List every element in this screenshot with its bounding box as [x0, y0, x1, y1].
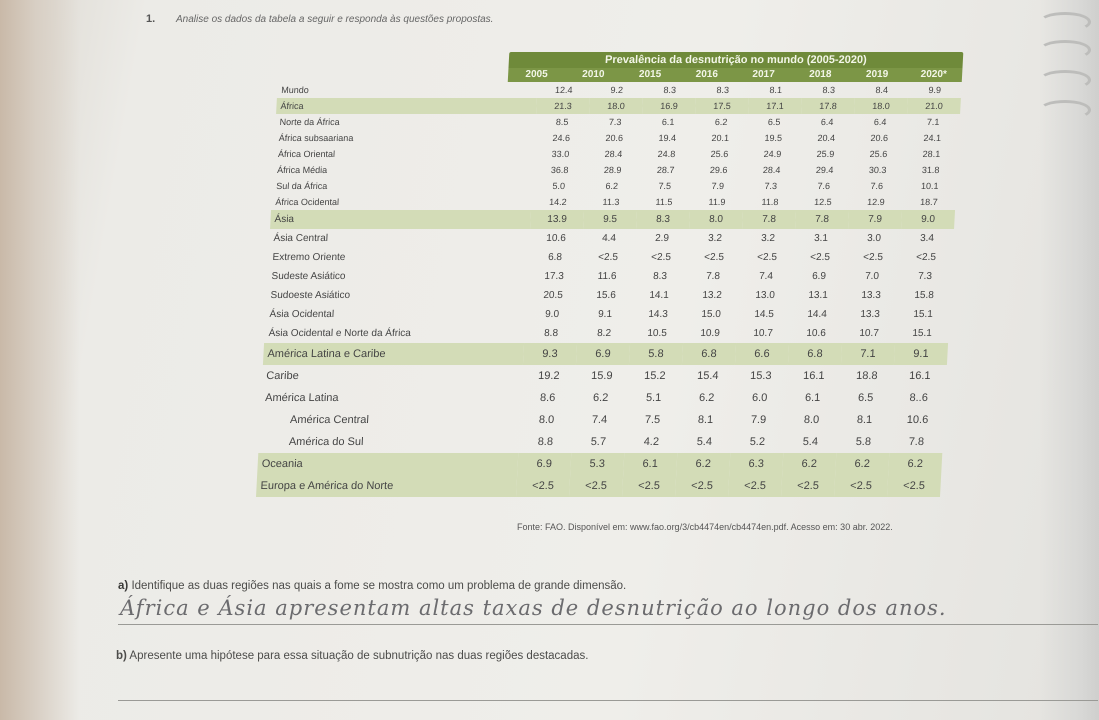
source-citation: Fonte: FAO. Disponível em: www.fao.org/3/cb4474en/cb4474en.pdf. Acesso em: 30 abr. 2022. — [517, 522, 893, 532]
table-row — [268, 248, 953, 267]
table-row — [262, 365, 947, 387]
value-cell: 33.0 — [551, 149, 570, 159]
region-cell: Ásia Ocidental — [269, 309, 335, 320]
table-row — [274, 146, 959, 162]
table-row — [276, 98, 961, 114]
question-a — [118, 580, 626, 592]
value-cell: 6.5 — [857, 392, 874, 404]
year-header-cell: 2016 — [695, 69, 719, 80]
table-row — [263, 343, 948, 365]
value-cell: 13.1 — [808, 290, 829, 301]
value-cell: 5.7 — [590, 436, 607, 448]
value-cell: 10.6 — [906, 414, 929, 426]
value-cell: 8.1 — [856, 414, 873, 426]
table-body — [256, 82, 962, 497]
value-cell: 7.4 — [591, 414, 608, 426]
ring-icon — [1039, 40, 1091, 60]
value-cell: 3.4 — [919, 233, 935, 244]
value-cell: 6.9 — [517, 453, 571, 475]
value-cell: 13.3 — [861, 290, 882, 301]
question-a-label: a) — [118, 580, 129, 592]
year-header-cell: 2017 — [752, 69, 775, 80]
value-cell: 7.1 — [841, 343, 895, 365]
value-cell: 24.8 — [657, 149, 676, 159]
value-cell: 15.0 — [701, 309, 722, 320]
region-cell: Oceania — [257, 453, 518, 475]
value-cell: 25.9 — [816, 149, 835, 159]
value-cell: 7.3 — [764, 181, 778, 191]
value-cell: <2.5 — [834, 475, 888, 497]
value-cell: 6.4 — [873, 117, 887, 127]
value-cell: 9.9 — [928, 85, 942, 95]
region-cell: Ásia — [270, 210, 531, 229]
value-cell: 9.1 — [894, 343, 948, 365]
value-cell: 25.6 — [710, 149, 729, 159]
table-row — [275, 114, 960, 130]
value-cell: 15.8 — [914, 290, 935, 301]
value-cell: 13.3 — [860, 309, 881, 320]
question-number: 1. — [146, 13, 156, 25]
answer-line — [118, 700, 1098, 701]
value-cell: 8.8 — [543, 328, 559, 339]
value-cell: 6.9 — [811, 271, 827, 282]
table-row — [271, 194, 956, 210]
value-cell: 7.0 — [864, 271, 880, 282]
value-cell: 13.9 — [530, 210, 584, 229]
value-cell: 6.2 — [835, 453, 889, 475]
value-cell: <2.5 — [675, 475, 729, 497]
value-cell: 14.5 — [754, 309, 775, 320]
value-cell: 10.6 — [546, 233, 567, 244]
value-cell: 18.8 — [855, 370, 878, 382]
value-cell: 9.0 — [901, 210, 955, 229]
value-cell: 9.3 — [523, 343, 577, 365]
value-cell: 6.6 — [735, 343, 789, 365]
table-row — [257, 453, 942, 475]
table-row — [258, 431, 943, 453]
value-cell: 15.3 — [749, 370, 772, 382]
value-cell: 8.1 — [697, 414, 714, 426]
value-cell: 15.1 — [912, 328, 933, 339]
value-cell: 4.4 — [601, 233, 617, 244]
value-cell: 12.4 — [554, 85, 573, 95]
value-cell: 3.2 — [760, 233, 776, 244]
value-cell: 7.5 — [658, 181, 672, 191]
region-cell: Extremo Oriente — [272, 252, 346, 263]
value-cell: 7.1 — [926, 117, 940, 127]
table-row — [274, 130, 959, 146]
value-cell: 3.1 — [813, 233, 829, 244]
value-cell: 10.7 — [753, 328, 774, 339]
value-cell: 18.7 — [919, 197, 938, 207]
value-cell: 19.5 — [764, 133, 783, 143]
value-cell: 14.1 — [649, 290, 670, 301]
value-cell: 17.3 — [544, 271, 565, 282]
value-cell: 20.1 — [711, 133, 730, 143]
value-cell: 20.6 — [870, 133, 889, 143]
value-cell: 7.9 — [750, 414, 767, 426]
value-cell: 28.1 — [922, 149, 941, 159]
value-cell: 29.6 — [709, 165, 728, 175]
value-cell: 21.3 — [536, 98, 590, 114]
value-cell: 7.6 — [870, 181, 884, 191]
value-cell: 7.9 — [848, 210, 902, 229]
region-cell: Ásia Central — [273, 233, 329, 244]
year-header-cell: 2010 — [581, 69, 605, 80]
value-cell: 6.1 — [623, 453, 677, 475]
value-cell: 17.5 — [695, 98, 749, 114]
value-cell: 10.5 — [647, 328, 668, 339]
year-header-cell: 2015 — [638, 69, 662, 80]
year-header-cell: 2020* — [920, 69, 948, 80]
value-cell: 14.2 — [548, 197, 567, 207]
value-cell: 18.0 — [589, 98, 643, 114]
value-cell: 6.8 — [547, 252, 563, 263]
ring-icon — [1039, 12, 1091, 32]
value-cell: 5.4 — [696, 436, 713, 448]
value-cell: 9.2 — [610, 85, 624, 95]
value-cell: <2.5 — [622, 475, 676, 497]
ring-icon — [1039, 100, 1091, 120]
value-cell: 6.2 — [782, 453, 836, 475]
value-cell: 6.8 — [682, 343, 736, 365]
value-cell: 12.5 — [813, 197, 832, 207]
value-cell: 7.8 — [795, 210, 849, 229]
table-row — [277, 82, 962, 98]
value-cell: <2.5 — [756, 252, 778, 263]
value-cell: 28.4 — [762, 165, 781, 175]
region-cell: Caribe — [266, 370, 300, 382]
table-row — [269, 229, 954, 248]
question-b-text: Apresente uma hipótese para essa situação de subnutrição nas duas regiões destacadas. — [129, 650, 589, 662]
value-cell: 8.3 — [663, 85, 677, 95]
value-cell: 6.2 — [605, 181, 619, 191]
value-cell: 3.0 — [866, 233, 882, 244]
value-cell: 20.6 — [605, 133, 624, 143]
value-cell: 6.2 — [676, 453, 730, 475]
value-cell: 11.3 — [602, 197, 620, 207]
table-row — [267, 267, 952, 286]
value-cell: 7.4 — [758, 271, 774, 282]
value-cell: 15.4 — [696, 370, 719, 382]
value-cell: 7.5 — [644, 414, 661, 426]
value-cell: 6.8 — [788, 343, 842, 365]
value-cell: 8.5 — [555, 117, 569, 127]
value-cell: 24.9 — [763, 149, 782, 159]
value-cell: 5.2 — [749, 436, 766, 448]
region-cell: Mundo — [281, 85, 310, 95]
value-cell: 13.2 — [702, 290, 723, 301]
value-cell: 10.7 — [859, 328, 880, 339]
region-cell: América Latina e Caribe — [263, 343, 524, 365]
value-cell: 11.9 — [708, 197, 726, 207]
region-cell: África Ocidental — [275, 197, 340, 207]
year-header-cell: 2005 — [525, 69, 548, 80]
value-cell: 2.9 — [654, 233, 670, 244]
value-cell: 8.1 — [769, 85, 783, 95]
value-cell: 6.1 — [661, 117, 675, 127]
malnutrition-table — [256, 52, 963, 497]
region-cell: América Central — [289, 414, 370, 426]
value-cell: 9.5 — [583, 210, 637, 229]
value-cell: <2.5 — [915, 252, 937, 263]
region-cell: África Média — [276, 165, 328, 175]
table-row — [259, 409, 944, 431]
table-row — [266, 286, 951, 305]
value-cell: 8..6 — [909, 392, 929, 404]
region-cell: África — [276, 98, 537, 114]
value-cell: 19.2 — [537, 370, 560, 382]
value-cell: 8.3 — [652, 271, 668, 282]
value-cell: 19.4 — [658, 133, 677, 143]
value-cell: <2.5 — [597, 252, 619, 263]
table-row — [265, 305, 950, 324]
value-cell: 8.4 — [875, 85, 889, 95]
region-cell: América do Sul — [288, 436, 364, 448]
value-cell: 20.4 — [817, 133, 836, 143]
region-cell: Ásia Ocidental e Norte da África — [268, 328, 412, 339]
value-cell: 8.3 — [822, 85, 836, 95]
region-cell: Sudeste Asiático — [271, 271, 346, 282]
value-cell: 6.3 — [729, 453, 783, 475]
value-cell: 4.2 — [643, 436, 660, 448]
value-cell: 6.2 — [592, 392, 609, 404]
value-cell: 7.3 — [608, 117, 622, 127]
value-cell: 6.2 — [698, 392, 715, 404]
value-cell: <2.5 — [728, 475, 782, 497]
value-cell: 6.2 — [888, 453, 942, 475]
value-cell: <2.5 — [862, 252, 884, 263]
value-cell: 5.1 — [645, 392, 662, 404]
region-cell: América Latina — [264, 392, 339, 404]
table-row — [273, 162, 958, 178]
value-cell: 5.0 — [552, 181, 566, 191]
value-cell: 28.4 — [604, 149, 623, 159]
value-cell: <2.5 — [703, 252, 725, 263]
value-cell: 24.6 — [552, 133, 571, 143]
value-cell: 29.4 — [815, 165, 834, 175]
value-cell: 25.6 — [869, 149, 888, 159]
value-cell: 18.0 — [854, 98, 908, 114]
value-cell: 7.8 — [742, 210, 796, 229]
value-cell: 8.8 — [537, 436, 554, 448]
value-cell: 12.9 — [866, 197, 885, 207]
value-cell: 6.0 — [751, 392, 768, 404]
ring-icon — [1039, 70, 1091, 90]
region-cell: África subsaariana — [278, 133, 354, 143]
region-cell: Sul da África — [276, 181, 328, 191]
value-cell: 8.3 — [716, 85, 730, 95]
value-cell: 11.6 — [597, 271, 617, 282]
table-year-header — [508, 68, 963, 82]
value-cell: 8.0 — [689, 210, 743, 229]
question-b-label: b) — [116, 650, 127, 662]
value-cell: 6.5 — [767, 117, 781, 127]
value-cell: 17.1 — [748, 98, 802, 114]
value-cell: 6.2 — [714, 117, 728, 127]
value-cell: 15.6 — [596, 290, 617, 301]
region-cell: Europa e América do Norte — [256, 475, 517, 497]
table-title: Prevalência da desnutrição no mundo (2005-2020) — [508, 52, 963, 68]
value-cell: 8.2 — [596, 328, 612, 339]
value-cell: 13.0 — [755, 290, 776, 301]
value-cell: 21.0 — [907, 98, 961, 114]
page-shadow — [0, 0, 80, 720]
value-cell: 30.3 — [868, 165, 887, 175]
year-header-cell: 2018 — [808, 69, 832, 80]
value-cell: 16.9 — [642, 98, 696, 114]
value-cell: 5.8 — [629, 343, 683, 365]
answer-line — [118, 624, 1098, 625]
value-cell: 8.3 — [636, 210, 690, 229]
value-cell: 8.6 — [539, 392, 556, 404]
question-b — [116, 650, 588, 662]
value-cell: <2.5 — [516, 475, 570, 497]
value-cell: 6.4 — [820, 117, 834, 127]
table-row — [264, 324, 949, 343]
binding-rings — [1039, 0, 1099, 720]
value-cell: 16.1 — [802, 370, 825, 382]
table-row — [270, 210, 955, 229]
question-instruction: Analise os dados da tabela a seguir e responda às questões propostas. — [176, 14, 494, 25]
value-cell: 5.4 — [802, 436, 819, 448]
value-cell: 9.0 — [544, 309, 560, 320]
value-cell: 15.1 — [913, 309, 934, 320]
value-cell: 11.5 — [655, 197, 673, 207]
value-cell: 31.8 — [921, 165, 940, 175]
value-cell: <2.5 — [781, 475, 835, 497]
table-row — [256, 475, 941, 497]
value-cell: <2.5 — [650, 252, 672, 263]
value-cell: 28.7 — [656, 165, 675, 175]
value-cell: 6.9 — [576, 343, 630, 365]
value-cell: 3.2 — [707, 233, 723, 244]
region-cell: África Oriental — [277, 149, 336, 159]
value-cell: 7.8 — [908, 436, 925, 448]
value-cell: 9.1 — [597, 309, 613, 320]
region-cell: Norte da África — [279, 117, 340, 127]
value-cell: <2.5 — [569, 475, 623, 497]
value-cell: 11.8 — [761, 197, 779, 207]
value-cell: 5.3 — [570, 453, 624, 475]
value-cell: 14.4 — [807, 309, 828, 320]
value-cell: 5.8 — [855, 436, 872, 448]
value-cell: 7.9 — [711, 181, 725, 191]
value-cell: 10.9 — [700, 328, 721, 339]
value-cell: 10.1 — [920, 181, 939, 191]
value-cell: 8.0 — [538, 414, 555, 426]
value-cell: 10.6 — [806, 328, 827, 339]
value-cell: <2.5 — [809, 252, 831, 263]
value-cell: 16.1 — [908, 370, 931, 382]
value-cell: 17.8 — [801, 98, 855, 114]
table-row — [272, 178, 957, 194]
value-cell: <2.5 — [887, 475, 941, 497]
value-cell: 7.6 — [817, 181, 831, 191]
region-cell: Sudoeste Asiático — [270, 290, 351, 301]
year-header-cell: 2019 — [865, 69, 889, 80]
value-cell: 24.1 — [923, 133, 942, 143]
value-cell: 14.3 — [648, 309, 669, 320]
value-cell: 15.9 — [590, 370, 613, 382]
value-cell: 15.2 — [643, 370, 666, 382]
value-cell: 6.1 — [804, 392, 821, 404]
value-cell: 20.5 — [543, 290, 564, 301]
table-row — [261, 387, 946, 409]
value-cell: 7.3 — [917, 271, 933, 282]
value-cell: 36.8 — [550, 165, 569, 175]
value-cell: 7.8 — [705, 271, 721, 282]
handwritten-answer: África e Ásia apresentam altas taxas de desnutrição ao longo dos anos. — [120, 596, 947, 620]
value-cell: 28.9 — [603, 165, 622, 175]
value-cell: 8.0 — [803, 414, 820, 426]
question-a-text: Identifique as duas regiões nas quais a fome se mostra como um problema de grande dimensão. — [131, 580, 627, 592]
